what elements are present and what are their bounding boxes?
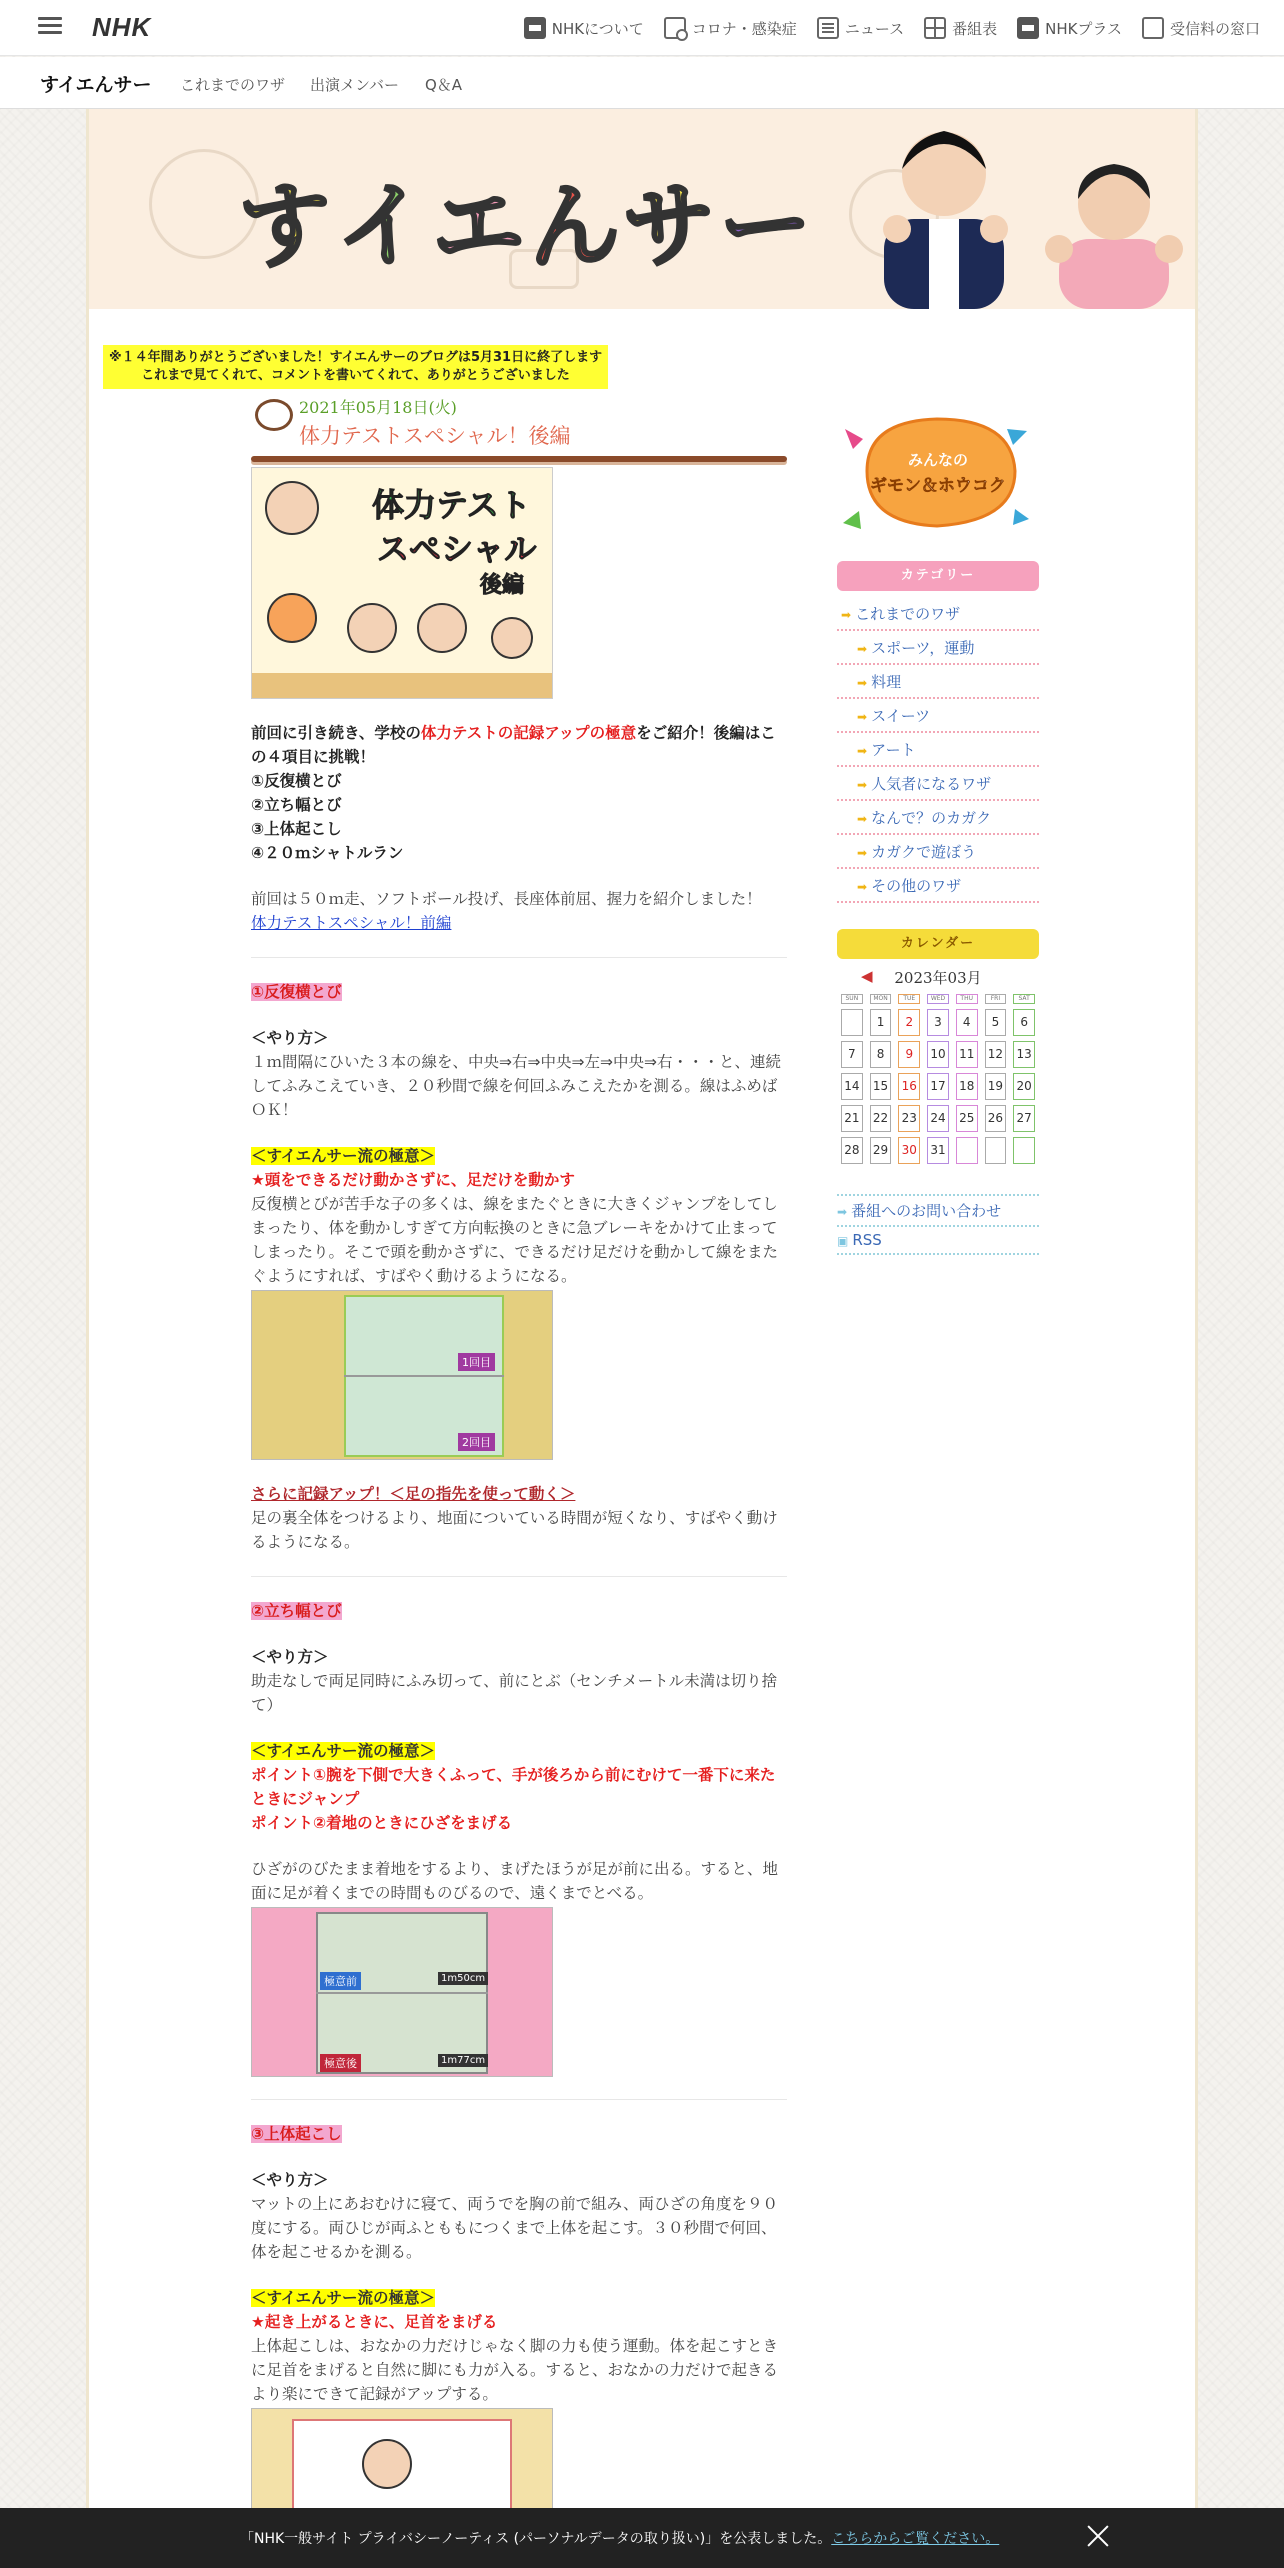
sidebar-links [837, 1194, 1039, 1255]
arrow-icon: ➡ [857, 744, 868, 758]
prev-post-link[interactable]: 体力テストスペシャル！前編 [251, 914, 452, 932]
extra-tip-label: さらに記録アップ！＜足の指先を使って動く＞ [251, 1485, 576, 1503]
item-list: ①反復横とび ②立ち幅とび ③上体起こし ④２０ｍシャトルラン [251, 772, 404, 862]
arrow-icon: ➡ [857, 642, 868, 656]
kimon-banner[interactable]: みんなの ギモン＆ホウコク [837, 401, 1039, 541]
category-item[interactable]: ➡ スイーツ [837, 699, 1039, 733]
menu-icon[interactable] [38, 13, 62, 41]
rss-icon: ▣ [837, 1234, 849, 1248]
section-heading-sidestep: ①反復横とび [251, 983, 342, 1001]
category-item[interactable]: ➡ アート [837, 733, 1039, 767]
category-item[interactable]: ➡ なんで？のカガク [837, 801, 1039, 835]
weekday-label: THU [956, 994, 978, 1004]
shot-tag-second: 2回目 [458, 1433, 495, 1451]
calendar-day[interactable]: 24 [927, 1105, 949, 1132]
post-intro: 前回に引き続き、学校の体力テストの記録アップの極意をご紹介！後編はこの４項目に挑戦！ [251, 724, 776, 766]
schedule-icon [924, 17, 946, 39]
calendar-day[interactable]: 4 [956, 1009, 978, 1036]
calendar-day[interactable]: 27 [1013, 1105, 1035, 1132]
calendar-day[interactable]: 14 [841, 1073, 863, 1100]
hero-title-3: 後編 [480, 573, 525, 598]
category-item[interactable]: ➡ スポーツ，運動 [837, 631, 1039, 665]
arrow-icon: ➡ [857, 812, 868, 826]
howto-label: ＜やり方＞ [251, 2171, 329, 2189]
calendar-heading: カレンダー [837, 929, 1039, 959]
arrow-icon: ➡ [857, 880, 868, 894]
arrow-icon: ➡ [857, 710, 868, 724]
secret-label: ＜すイエんサー流の極意＞ [251, 1742, 435, 1760]
arrow-icon: ➡ [841, 608, 852, 622]
calendar-day[interactable]: 12 [985, 1041, 1007, 1068]
contact-link[interactable]: ➡ 番組へのお問い合わせ [837, 1196, 1039, 1227]
section-heading-broadjump: ②立ち幅とび [251, 1602, 342, 1620]
nav-schedule[interactable]: 番組表 [924, 17, 997, 39]
howto-label: ＜やり方＞ [251, 1648, 329, 1666]
calendar-day[interactable]: 17 [927, 1073, 949, 1100]
weekday-label: SAT [1013, 994, 1035, 1004]
calendar-day[interactable]: 22 [870, 1105, 892, 1132]
weekday-label: FRI [985, 994, 1007, 1004]
news-icon [817, 17, 839, 39]
shot-tag-distance-1: 1m50cm [438, 1972, 488, 1985]
post-header [251, 395, 787, 453]
sidebar [837, 401, 1039, 1255]
global-nav [504, 0, 1260, 56]
category-item[interactable]: ➡ 人気者になるワザ [837, 767, 1039, 801]
divider [251, 957, 787, 958]
nhkplus-icon [1017, 17, 1039, 39]
calendar-day[interactable]: 28 [841, 1137, 863, 1164]
explain-text: ひざがのびたまま着地をするより、まげたほうが足が前に出る。すると、地面に足が着くまでの時間ものびるので、遠くまでとべる。 [251, 1860, 779, 1902]
secret-label: ＜すイエんサー流の極意＞ [251, 2289, 435, 2307]
howto-text: １ｍ間隔にひいた３本の線を、中央⇒右⇒中央⇒左⇒中央⇒右・・・と、連続してふみこえていき、２０秒間で線を何回ふみこえたかを測る。線はふめばＯＫ！ [251, 1053, 781, 1119]
global-header [0, 0, 1284, 56]
weekday-label: SUN [841, 994, 863, 1004]
calendar-day[interactable]: 19 [985, 1073, 1007, 1100]
weekday-label: WED [927, 994, 949, 1004]
category-item[interactable]: ➡ これまでのワザ [837, 597, 1039, 631]
explain-text: 反復横とびが苦手な子の多くは、線をまたぐときに大きくジャンプをしてしまったり、体を動かしすぎて方向転換のときに急ブレーキをかけて止まってしまったり。そこで頭を動かさずに、できるだけ足だけを動かして線をまたぐようにすれば、すばやく動けるようになる。 [251, 1195, 779, 1285]
calendar-day [956, 1137, 978, 1164]
nav-nhkplus[interactable]: NHKプラス [1017, 17, 1122, 39]
privacy-notice-link[interactable]: こちらからご覧ください。 [831, 2531, 1000, 2547]
blog-end-notice: ※１４年間ありがとうございました！すイエんサーのブログは5月31日に終了します これまで見てくれて、コメントを書いてくれて、ありがとうございました [103, 345, 608, 389]
hero-title-2: スペシャル [377, 530, 537, 568]
prev-month-icon[interactable]: ◀ [861, 967, 873, 985]
calendar-day[interactable]: 6 [1013, 1009, 1035, 1036]
secret-text: ★起き上がるときに、足首をまげる [251, 2313, 498, 2331]
calendar-day[interactable]: 13 [1013, 1041, 1035, 1068]
calendar-day[interactable]: 15 [870, 1073, 892, 1100]
program-link-qa[interactable]: Q＆A [425, 76, 463, 94]
calendar-day[interactable]: 21 [841, 1105, 863, 1132]
shot-tag-after: 極意後 [320, 2054, 361, 2072]
license-icon [1142, 17, 1164, 39]
extra-tip-text: 足の裏全体をつけるより、地面についている時間が短くなり、すばやく動けるようになる。 [251, 1509, 778, 1551]
rss-link[interactable]: ▣ RSS [837, 1227, 1039, 1255]
calendar-day[interactable]: 9 [898, 1041, 920, 1068]
arrow-icon: ➡ [857, 676, 868, 690]
arrow-icon: ➡ [837, 1205, 848, 1219]
privacy-notice-text: 「NHK一般サイト プライバシーノーティス (パーソナルデータの取り扱い)」を公表しました。 [240, 2531, 832, 2547]
calendar-day [841, 1009, 863, 1036]
title-underline [251, 456, 787, 462]
prev-post-text: 前回は５０ｍ走、ソフトボール投げ、長座体前屈、握力を紹介しました！ [251, 890, 762, 908]
nav-license-fee[interactable]: 受信料の窓口 [1142, 17, 1260, 39]
program-title[interactable]: すイエんサー [40, 74, 152, 96]
calendar-day[interactable]: 11 [956, 1041, 978, 1068]
host-girl-image [1029, 149, 1189, 309]
sidestep-screenshot [251, 1290, 553, 1460]
calendar-day[interactable]: 31 [927, 1137, 949, 1164]
point-1: ポイント①腕を下側で大きくふって、手が後ろから前にむけて一番下に来たときにジャンプ [251, 1766, 776, 1808]
category-item[interactable]: ➡ 料理 [837, 665, 1039, 699]
calendar-day[interactable]: 5 [985, 1009, 1007, 1036]
calendar-day [1013, 1137, 1035, 1164]
privacy-cookie-banner [0, 2508, 1284, 2568]
category-item[interactable]: ➡ カガクで遊ぼう [837, 835, 1039, 869]
weekday-label: TUE [898, 994, 920, 1004]
secret-text: ★頭をできるだけ動かさずに、足だけを動かす [251, 1171, 575, 1189]
divider [251, 1576, 787, 1577]
arrow-icon: ➡ [857, 778, 868, 792]
nav-corona[interactable]: コロナ・感染症 [664, 17, 797, 39]
howto-text: 助走なしで両足同時にふみ切って、前にとぶ（センチメートル未満は切り捨て） [251, 1672, 778, 1714]
point-2: ポイント②着地のときにひざをまげる [251, 1814, 513, 1832]
calendar [841, 967, 1035, 1164]
calendar-day[interactable]: 1 [870, 1009, 892, 1036]
program-link-members[interactable]: 出演メンバー [310, 76, 399, 94]
program-banner[interactable] [89, 109, 1195, 309]
divider [251, 2099, 787, 2100]
calendar-grid [841, 994, 1035, 1164]
section-heading-situp: ③上体起こし [251, 2125, 342, 2143]
calendar-day [985, 1137, 1007, 1164]
calendar-day[interactable]: 20 [1013, 1073, 1035, 1100]
program-logo: す イ エ ん サ ー [235, 169, 816, 284]
arrow-icon: ➡ [857, 846, 868, 860]
calendar-day[interactable]: 29 [870, 1137, 892, 1164]
calendar-day[interactable]: 18 [956, 1073, 978, 1100]
category-heading: カテゴリー [837, 561, 1039, 591]
shot-tag-before: 極意前 [320, 1972, 361, 1990]
broadjump-screenshot [251, 1907, 553, 2077]
category-list [837, 597, 1039, 903]
shot-tag-distance-2: 1m77cm [438, 2054, 488, 2067]
program-link-waza[interactable]: これまでのワザ [180, 76, 286, 94]
calendar-day[interactable]: 3 [927, 1009, 949, 1036]
secret-label: ＜すイエんサー流の極意＞ [251, 1147, 435, 1165]
calendar-day[interactable]: 16 [898, 1073, 920, 1100]
cloud-icon [255, 399, 293, 431]
calendar-day[interactable]: 8 [870, 1041, 892, 1068]
nav-news[interactable]: ニュース [817, 17, 904, 39]
calendar-day[interactable]: 7 [841, 1041, 863, 1068]
post-date: 2021年05月18日(火) [299, 398, 457, 417]
host-boy-image [859, 109, 1029, 309]
calendar-day[interactable]: 25 [956, 1105, 978, 1132]
calendar-day[interactable]: 2 [898, 1009, 920, 1036]
corona-icon [664, 17, 686, 39]
calendar-day[interactable]: 30 [898, 1137, 920, 1164]
hero-illustration [251, 467, 553, 699]
weekday-label: MON [870, 994, 892, 1004]
article [251, 395, 787, 2568]
nhk-logo[interactable]: NHK [92, 12, 152, 42]
hero-title-1: 体力テスト [372, 486, 531, 524]
nhk-icon [524, 17, 546, 39]
calendar-month-header: ◀ 2023年03月 [861, 967, 982, 987]
blog-page [86, 109, 1198, 2568]
howto-text: マットの上にあおむけに寝て、両うでを胸の前で組み、両ひざの角度を９０度にする。両ひじが両ふとももにつくまで上体を起こす。３０秒間で何回、体を起こせるかを測る。 [251, 2195, 779, 2261]
shot-tag-first: 1回目 [458, 1353, 495, 1371]
calendar-day[interactable]: 26 [985, 1105, 1007, 1132]
howto-label: ＜やり方＞ [251, 1029, 329, 1047]
calendar-day[interactable]: 23 [898, 1105, 920, 1132]
nav-about-nhk[interactable]: NHKについて [524, 17, 644, 39]
close-icon[interactable] [1084, 2522, 1112, 2550]
post-title[interactable]: 体力テストスペシャル！後編 [299, 424, 571, 448]
calendar-day[interactable]: 10 [927, 1041, 949, 1068]
category-item[interactable]: ➡ その他のワザ [837, 869, 1039, 903]
explain-text: 上体起こしは、おなかの力だけじゃなく脚の力も使う運動。体を起こすときに足首をまげると自然に脚にも力が入る。すると、おなかの力だけで起きるより楽にできて記録がアップする。 [251, 2337, 779, 2403]
program-nav [0, 57, 1284, 109]
